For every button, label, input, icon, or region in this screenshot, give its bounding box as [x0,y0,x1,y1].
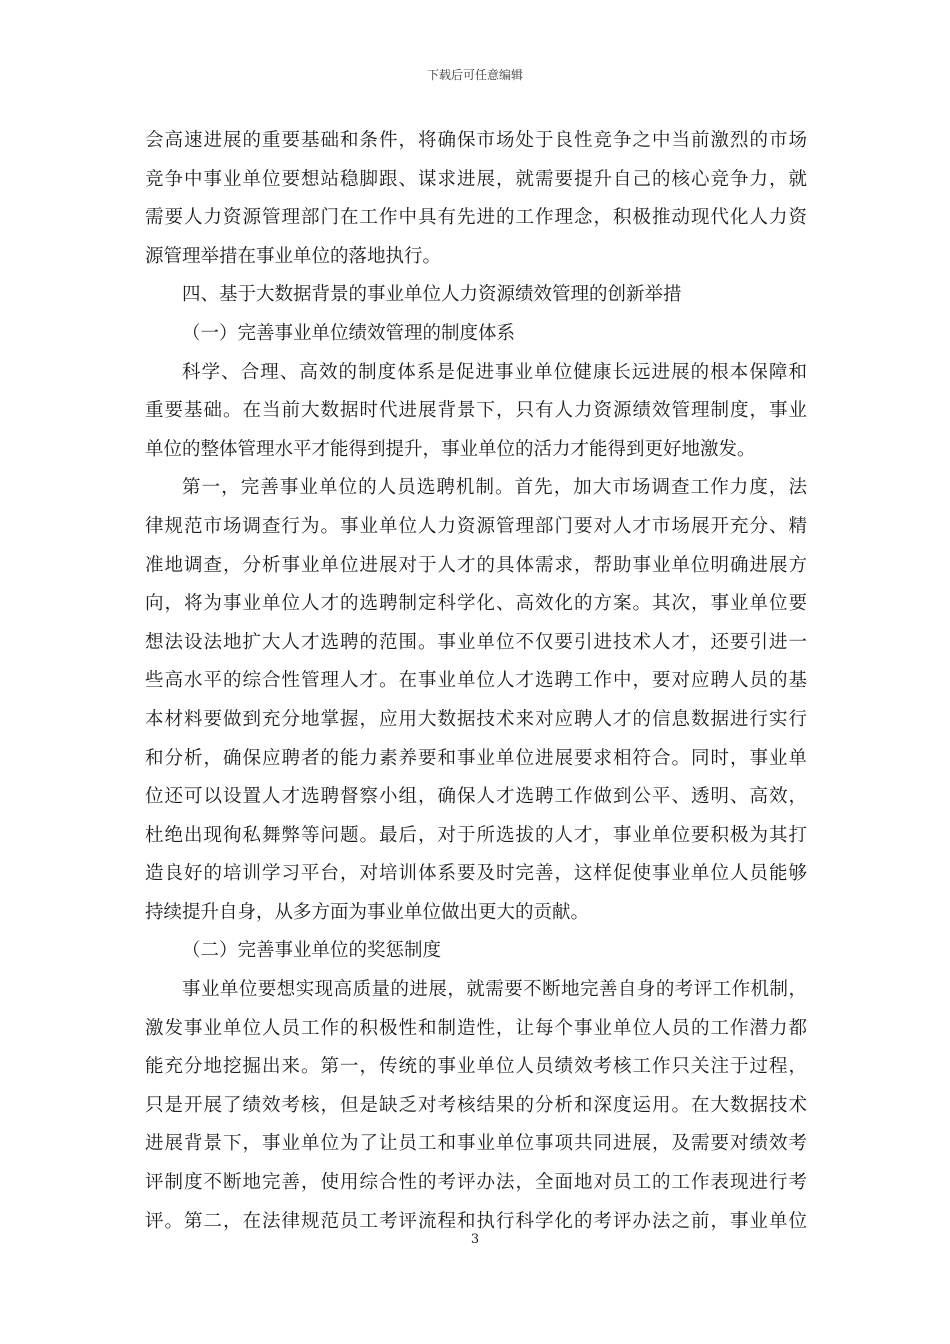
body-line: 评。第二，在法律规范员工考评流程和执行科学化的考评办法之前，事业单位 [145,1210,807,1232]
document-body [145,122,807,1241]
page-header-note: 下载后可任意编辑 [426,68,523,82]
body-line: 科学、合理、高效的制度体系是促进事业单位健康长远进展的根本保障和 [182,361,807,383]
body-line: 竞争中事业单位要想站稳脚跟、谋求进展，就需要提升自己的核心竞争力，就 [145,168,807,190]
body-line: 单位的整体管理水平才能得到提升，事业单位的活力才能得到更好地激发。 [145,438,756,460]
body-line: 律规范市场调查行为。事业单位人力资源管理部门要对人才市场展开充分、精 [145,515,807,537]
body-line: 本材料要做到充分地掌握，应用大数据技术来对应聘人才的信息数据进行实行 [145,708,807,730]
body-line: 位还可以设置人才选聘督察小组，确保人才选聘工作做到公平、透明、高效， [145,786,807,808]
body-line: 重要基础。在当前大数据时代进展背景下，只有人力资源绩效管理制度，事业 [145,400,807,422]
body-line: 只是开展了绩效考核，但是缺乏对考核结果的分析和深度运用。在大数据技术 [145,1094,807,1116]
subsection-heading: （一）完善事业单位绩效管理的制度体系 [182,322,516,344]
section-heading: 四、基于大数据背景的事业单位人力资源绩效管理的创新举措 [182,284,682,306]
page-number: 3 [470,1232,480,1247]
body-line: 向，将为事业单位人才的选聘制定科学化、高效化的方案。其次，事业单位要 [145,593,807,615]
body-line: 评制度不断地完善，使用综合性的考评办法，全面地对员工的工作表现进行考 [145,1172,807,1194]
body-line: 需要人力资源管理部门在工作中具有先进的工作理念，积极推动现代化人力资 [145,207,807,229]
body-line: 激发事业单位人员工作的积极性和制造性，让每个事业单位人员的工作潜力都 [145,1017,807,1039]
body-line: 源管理举措在事业单位的落地执行。 [145,245,442,267]
body-line: 些高水平的综合性管理人才。在事业单位人才选聘工作中，要对应聘人员的基 [145,670,807,692]
body-line: 事业单位要想实现高质量的进展，就需要不断地完善自身的考评工作机制， [182,979,807,1001]
body-line: 会高速进展的重要基础和条件，将确保市场处于良性竞争之中当前激烈的市场 [145,130,807,151]
body-line: 持续提升自身，从多方面为事业单位做出更大的贡献。 [145,901,590,923]
body-line: 和分析，确保应聘者的能力素养要和事业单位进展要求相符合。同时，事业单 [145,747,807,769]
body-line: 想法设法地扩大人才选聘的范围。事业单位不仅要引进技术人才，还要引进一 [145,631,807,653]
body-line: 造良好的培训学习平台，对培训体系要及时完善，这样促使事业单位人员能够 [145,863,807,885]
body-line: 准地调查，分析事业单位进展对于人才的具体需求，帮助事业单位明确进展方 [145,554,807,576]
body-line: 进展背景下，事业单位为了让员工和事业单位事项共同进展，及需要对绩效考 [145,1133,807,1155]
body-line: 杜绝出现徇私舞弊等问题。最后，对于所选拔的人才，事业单位要积极为其打 [145,824,807,846]
body-line: 第一，完善事业单位的人员选聘机制。首先，加大市场调查工作力度，法 [182,477,807,499]
body-line: 能充分地挖掘出来。第一，传统的事业单位人员绩效考核工作只关注于过程， [145,1056,807,1078]
subsection-heading: （二）完善事业单位的奖惩制度 [182,940,442,962]
